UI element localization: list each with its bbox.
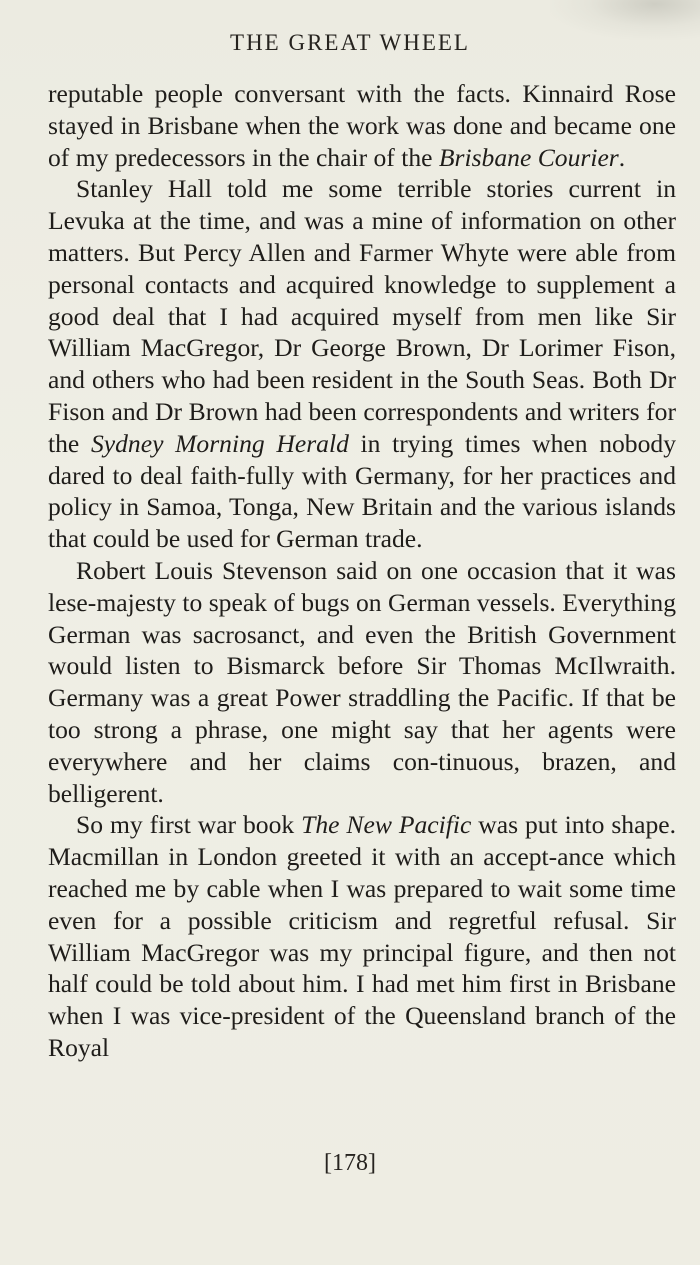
italic-title: Sydney Morning Herald: [90, 428, 349, 458]
paragraph-1: [48, 78, 676, 173]
text-segment: So my first war book: [76, 810, 302, 840]
paragraph-4: [48, 809, 676, 1063]
italic-title: Brisbane Courier: [438, 142, 619, 172]
text-segment: in trying times when nobody dared to deal faith-fully with Germany, for her practices and policy in Samoa, Tonga, New Britain and the various islands that could be used for German trade.: [48, 428, 676, 554]
text-segment: was put into shape. Macmillan in London greeted it with an accept-ance which reached me by cable when I was prepared to wait some time even for a possible criticism and regretful refusal. Sir William MacGregor was my principal figure, and then not half could be told about him. I had met him first in Brisbane when I was vice-president of the Queensland branch of the Royal: [48, 810, 676, 1062]
paragraph-2: [48, 173, 676, 555]
text-segment: Robert Louis Stevenson said on one occasion that it was lese-majesty to speak of bugs on German vessels. Everything German was sacrosanct, and even the British Government would listen to Bismarck before Sir Thomas McIlwraith. Germany was a great Power straddling the Pacific. If that be too strong a phrase, one might say that her agents were everywhere and her claims con-tinuous, brazen, and belligerent.: [48, 555, 676, 808]
italic-title: The New Pacific: [301, 810, 472, 840]
page-number: [178]: [324, 1150, 376, 1176]
running-header: THE GREAT WHEEL: [230, 30, 470, 55]
body-text: [48, 78, 676, 1064]
text-segment: Stanley Hall told me some terrible stories current in Levuka at the time, and was a mine of information on other matters. But Percy Allen and Farmer Whyte were able from personal contacts and acquired knowledge to supplement a good deal that I had acquired myself from men like Sir William MacGregor, Dr George Brown, Dr Lorimer Fison, and others who had been resident in the South Seas. Both Dr Fison and Dr Brown had been correspondents and writers for the: [48, 174, 676, 458]
text-segment: reputable people conversant with the facts. Kinnaird Rose stayed in Brisbane when the work was done and became one of my predecessors in the chair of the: [48, 79, 676, 172]
text-segment: .: [618, 142, 626, 172]
paragraph-3: [48, 555, 676, 809]
